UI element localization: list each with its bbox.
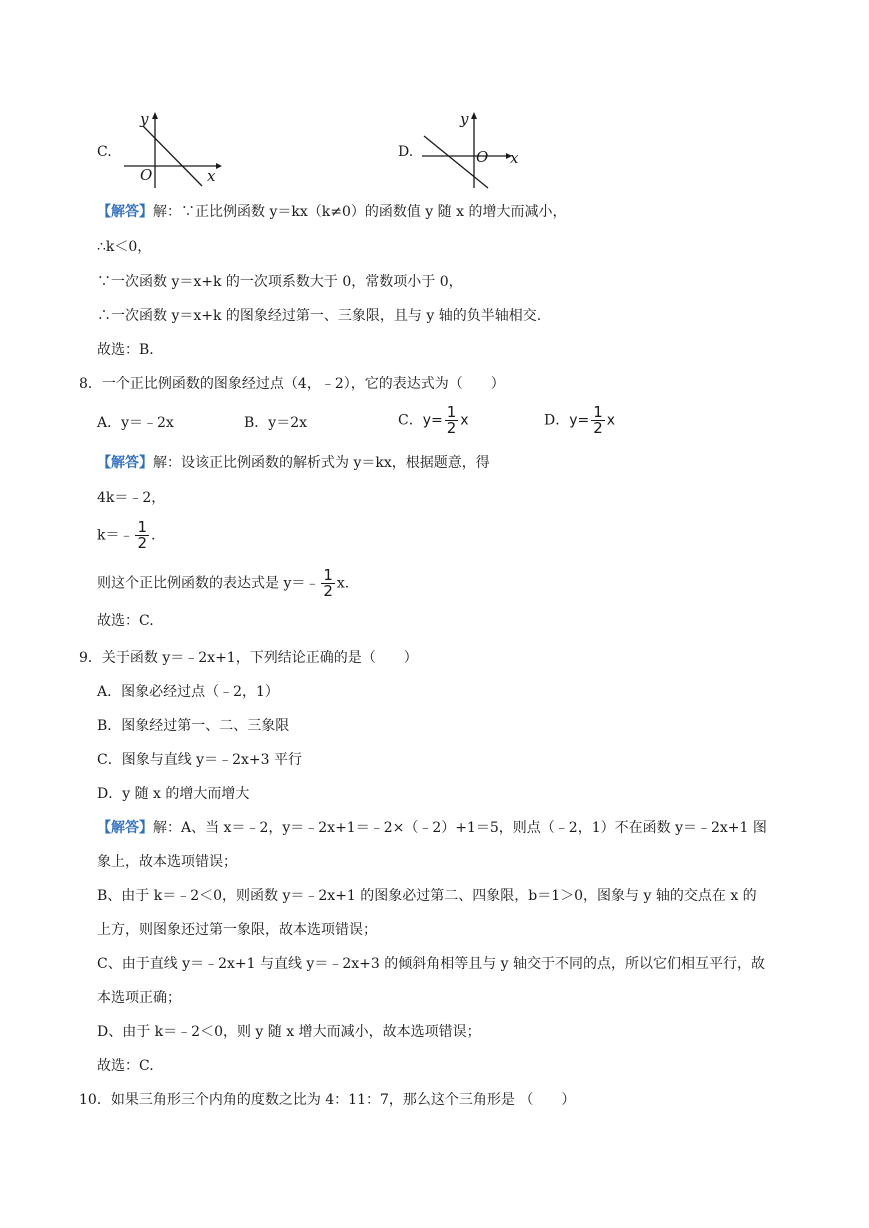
q8-solution-fraction-1: $\frac{1}{2}$: [137, 518, 148, 552]
q7-option-d-label: D.: [398, 144, 414, 160]
q9-answer: 故选：C.: [97, 1058, 154, 1074]
graph-c-x-arrow: [216, 163, 222, 169]
solution-tag: 【解答】: [97, 820, 153, 836]
q8-solution-line-2: 4k＝﹣2，: [97, 490, 166, 506]
q9-option-d: D．y 随 x 的增大而增大: [97, 786, 250, 802]
q9-solution-line-6: 本选项正确；: [97, 990, 181, 1006]
solution-tag: 【解答】: [97, 455, 153, 471]
q8-answer: 故选：C.: [97, 613, 154, 629]
q8-option-c: C．y= $\frac{1}{2}$ x: [398, 403, 469, 437]
solution-tag: 【解答】: [97, 204, 153, 220]
q7-solution-line-1: 【解答】解：∵正比例函数 y＝kx（k≠0）的函数值 y 随 x 的增大而减小，: [97, 204, 567, 220]
q7-solution-line-2: ∴k＜0，: [97, 239, 152, 255]
q8-option-a: A．y＝﹣2x: [97, 415, 174, 431]
graph-d-y-label: y: [460, 110, 469, 128]
q9-solution-line-7: D、由于 k＝﹣2＜0，则 y 随 x 增大而减小，故本选项错误；: [97, 1024, 481, 1040]
q8-solution-fraction-2: $\frac{1}{2}$: [323, 566, 333, 600]
q7-graph-d: [418, 108, 528, 190]
graph-c-origin-label: O: [140, 166, 153, 184]
graph-d-y-arrow: [471, 112, 477, 119]
q8-option-c-fraction: $\frac{1}{2}$: [446, 403, 457, 437]
q7-option-c-label: C.: [97, 144, 112, 160]
q9-solution-line-2: 象上，故本选项错误；: [97, 854, 237, 870]
q9-solution-line-5: C、由于直线 y＝﹣2x+1 与直线 y＝﹣2x+3 的倾斜角相等且与 y 轴交于不同的点，所以它们相互平行，故: [97, 956, 766, 972]
q9-option-a: A．图象必经过点（﹣2，1）: [97, 684, 279, 700]
q8-stem: 8．一个正比例函数的图象经过点（4，﹣2），它的表达式为（ ）: [79, 376, 505, 392]
q7-solution-line-4: ∴一次函数 y＝x+k 的图象经过第一、三象限，且与 y 轴的负半轴相交.: [97, 308, 542, 324]
graph-c-x-label: x: [207, 167, 216, 185]
q7-answer: 故选：B.: [97, 342, 154, 358]
q8-option-d: D．y= $\frac{1}{2}$ x: [544, 403, 616, 437]
graph-d-origin-label: O: [476, 148, 489, 166]
q8-solution-line-3: k＝﹣ $\frac{1}{2}$ .: [97, 518, 156, 552]
q7-solution-line-3: ∵一次函数 y＝x+k 的一次项系数大于 0，常数项小于 0，: [97, 274, 463, 290]
q8-option-b: B．y＝2x: [244, 415, 307, 431]
q9-solution-line-3: B、由于 k＝﹣2＜0，则函数 y＝﹣2x+1 的图象必过第二、四象限，b＝1＞0，图象与 y 轴的交点在 x 的: [97, 888, 757, 904]
q9-stem: 9．关于函数 y＝﹣2x+1，下列结论正确的是（ ）: [79, 650, 418, 666]
graph-d-x-label: x: [510, 149, 519, 167]
q8-solution-line-4: 则这个正比例函数的表达式是 y＝﹣ $\frac{1}{2}$ x.: [97, 566, 350, 600]
q9-solution-line-4: 上方，则图象还过第一象限，故本选项错误；: [97, 922, 377, 938]
q10-stem: 10．如果三角形三个内角的度数之比为 4：11：7，那么这个三角形是 （ ）: [79, 1092, 576, 1108]
q9-option-c: C．图象与直线 y＝﹣2x+3 平行: [97, 752, 302, 768]
q9-solution-line-1: 【解答】解：A、当 x＝﹣2，y＝﹣2x+1＝﹣2×（﹣2）+1＝5，则点（﹣2，1）不在函数 y＝﹣2x+1 图: [97, 820, 767, 836]
graph-c-y-arrow: [152, 112, 158, 119]
q9-option-b: B．图象经过第一、二、三象限: [97, 718, 290, 734]
graph-c-y-label: y: [140, 110, 149, 128]
q8-option-d-fraction: $\frac{1}{2}$: [593, 403, 603, 437]
q7-graph-c: [118, 108, 228, 190]
q8-solution-line-1: 【解答】解：设该正比例函数的解析式为 y＝kx，根据题意，得: [97, 455, 490, 471]
